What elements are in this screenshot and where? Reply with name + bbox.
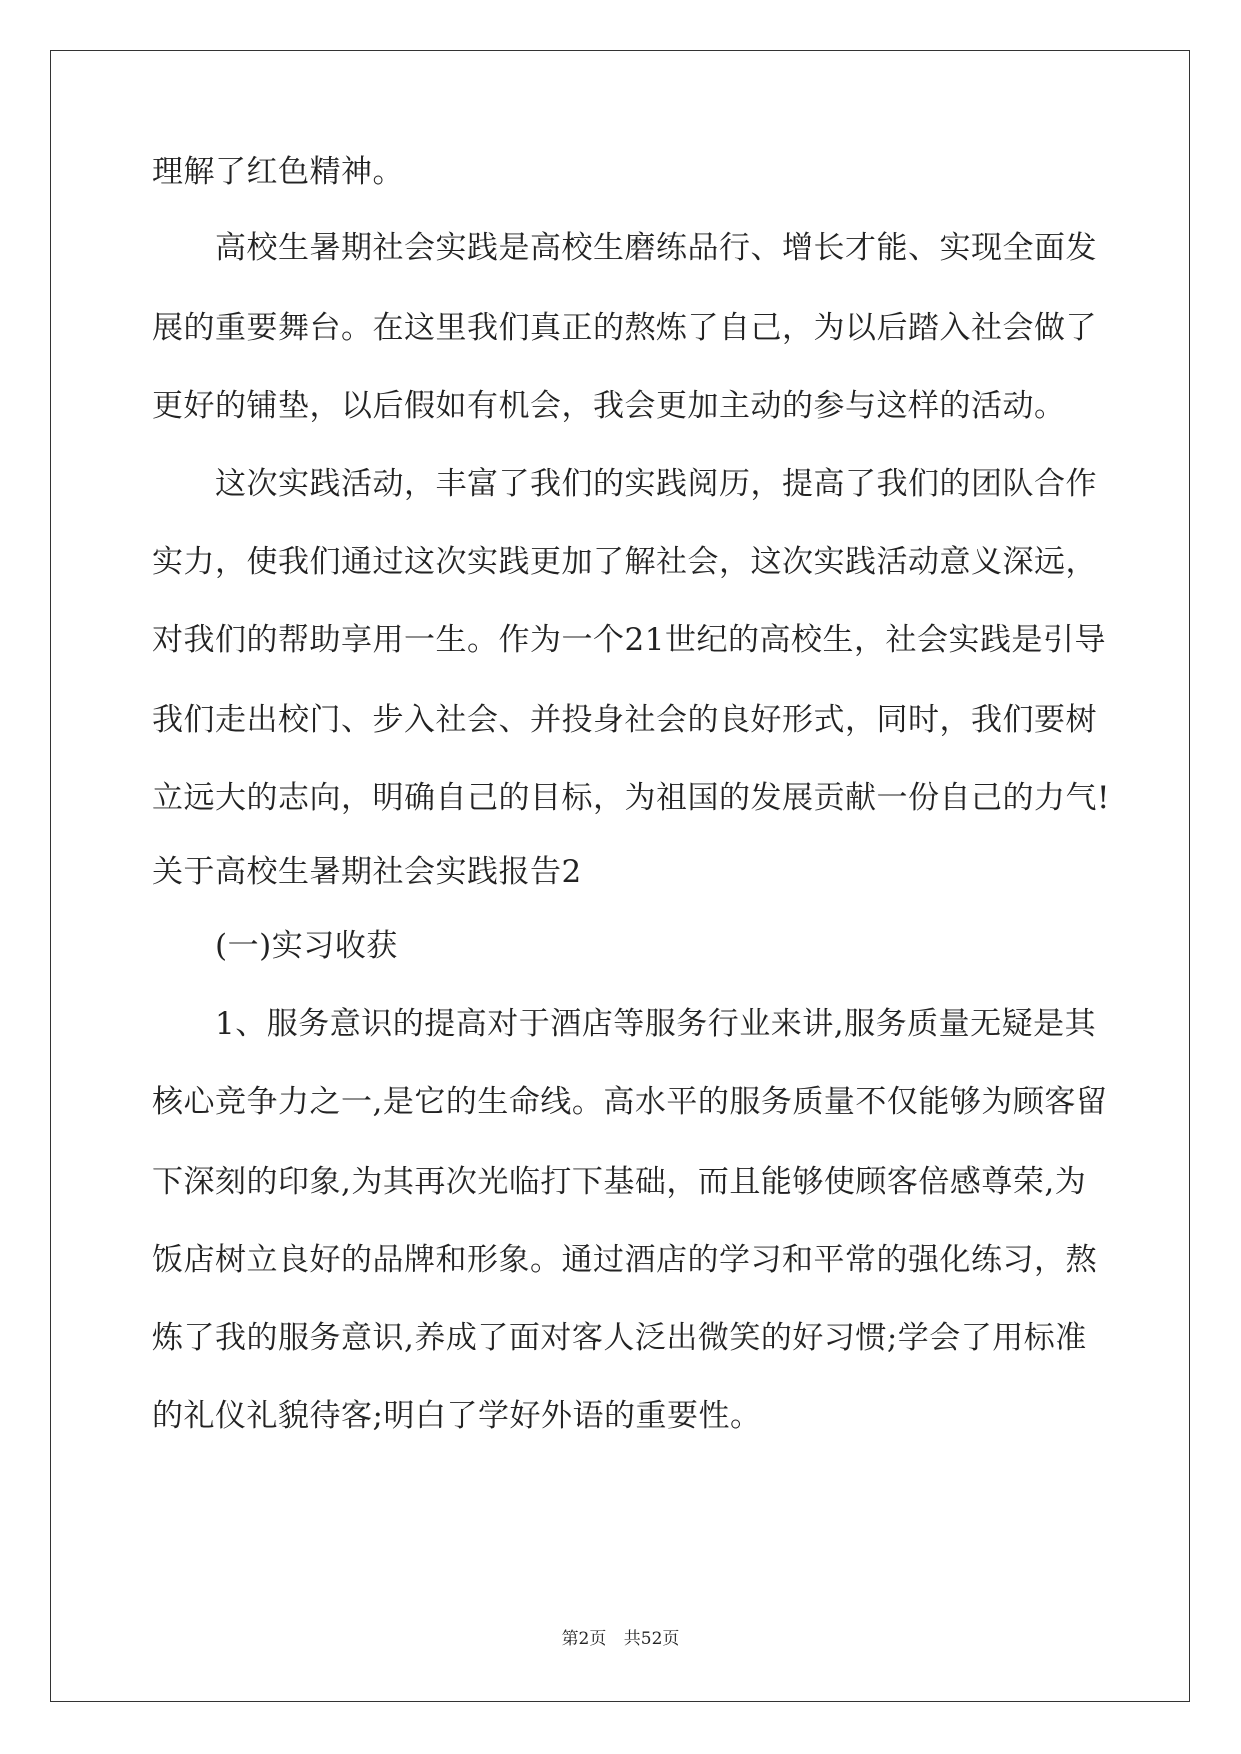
page-number: 第2页 <box>561 1629 607 1649</box>
text-line: 对我们的帮助享用一生。作为一个21世纪的高校生，社会实践是引导 <box>152 622 1106 658</box>
section-heading: 关于高校生暑期社会实践报告2 <box>152 854 582 890</box>
subsection-heading: (一)实习收获 <box>152 928 398 964</box>
text-line: 展的重要舞台。在这里我们真正的熬炼了自己，为以后踏入社会做了 <box>152 310 1097 346</box>
text-line: 更好的铺垫，以后假如有机会，我会更加主动的参与这样的活动。 <box>152 388 1066 424</box>
text-line: 的礼仪礼貌待客;明白了学好外语的重要性。 <box>152 1398 762 1434</box>
text-line: 这次实践活动，丰富了我们的实践阅历，提高了我们的团队合作 <box>152 466 1097 502</box>
text-line: 实力，使我们通过这次实践更加了解社会，这次实践活动意义深远， <box>152 544 1097 580</box>
total-pages: 共52页 <box>623 1629 680 1649</box>
text-line: 立远大的志向，明确自己的目标，为祖国的发展贡献一份自己的力气! <box>152 780 1110 816</box>
text-line: 高校生暑期社会实践是高校生磨练品行、增长才能、实现全面发 <box>152 230 1097 266</box>
page-footer <box>0 1627 1241 1651</box>
text-line: 炼了我的服务意识,养成了面对客人泛出微笑的好习惯;学会了用标准 <box>152 1320 1087 1356</box>
text-line: 核心竞争力之一,是它的生命线。高水平的服务质量不仅能够为顾客留 <box>152 1084 1108 1120</box>
text-line: 1、服务意识的提高对于酒店等服务行业来讲,服务质量无疑是其 <box>152 1006 1097 1042</box>
text-line: 下深刻的印象,为其再次光临打下基础，而且能够使顾客倍感尊荣,为 <box>152 1164 1087 1200</box>
text-line: 饭店树立良好的品牌和形象。通过酒店的学习和平常的强化练习，熬 <box>152 1242 1097 1278</box>
text-line: 我们走出校门、步入社会、并投身社会的良好形式，同时，我们要树 <box>152 702 1097 738</box>
text-line: 理解了红色精神。 <box>152 154 404 190</box>
